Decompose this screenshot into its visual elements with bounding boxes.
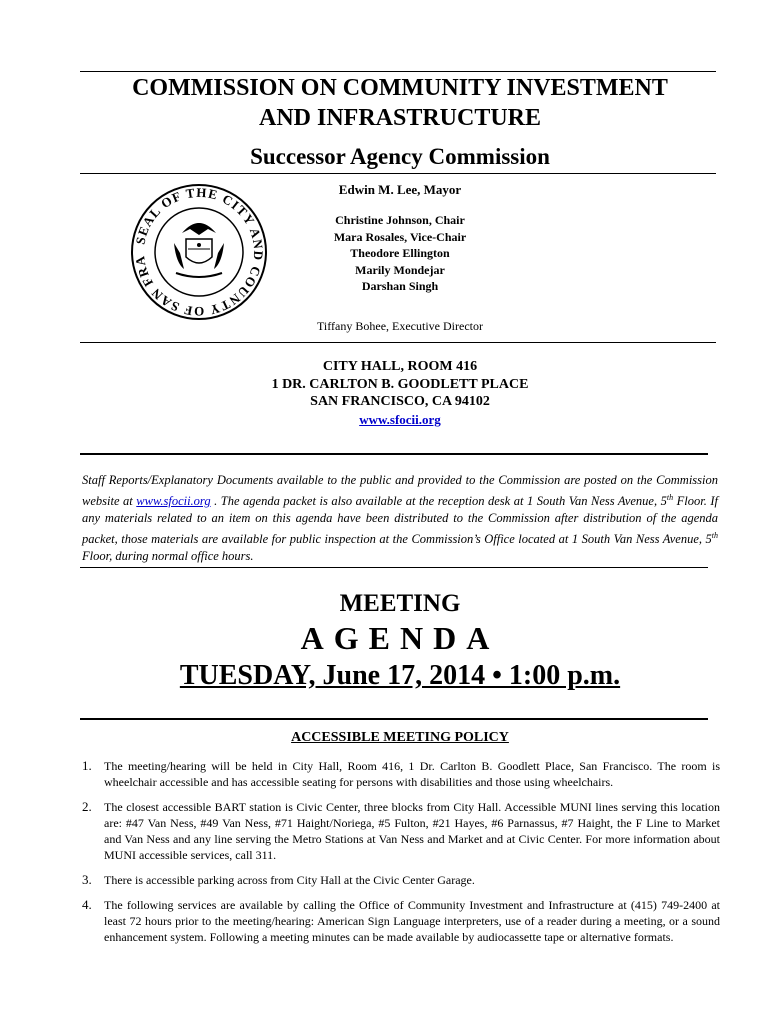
member: Theodore Ellington — [350, 246, 450, 260]
date-rule — [80, 718, 708, 720]
svg-text:SEAL OF THE CITY AND COUNTY OF: SEAL OF THE CITY AND COUNTY OF SAN FRA — [131, 184, 267, 320]
member: Darshan Singh — [361, 279, 439, 293]
item-text: The closest accessible BART station is Civic Center, three blocks from City Hall. Accessible MUNI lines serving this location are: #47 Van Ness, #49 Van Ness, #71 Haight/Noriega, #5 Fulton, #21 Hayes, #6 Parnassus, #7 Haight, the F Line to Market and Van Ness and any line serving the Metro Stations at Van Ness and Market and at Civic Center. For more information about MUNI accessible services, call 311. — [104, 800, 720, 862]
list-item — [82, 758, 720, 790]
agenda-heading: AGENDA — [300, 620, 500, 656]
commission-members — [230, 212, 570, 295]
notice-rule — [80, 567, 708, 568]
member-chair: Christine Johnson, Chair — [335, 213, 465, 227]
director-rule — [80, 342, 716, 343]
notice-website-link[interactable]: www.sfocii.org — [136, 494, 211, 509]
mayor-name: Edwin M. Lee, Mayor — [338, 182, 462, 197]
item-number: 3. — [82, 872, 92, 887]
list-item — [82, 897, 720, 945]
item-number: 4. — [82, 897, 92, 912]
subtitle-rule — [80, 173, 716, 174]
top-rule — [80, 71, 716, 72]
location-line-1: CITY HALL, ROOM 416 — [322, 359, 478, 374]
meeting-date: TUESDAY, June 17, 2014 • 1:00 p.m. — [179, 660, 621, 691]
list-item — [82, 799, 720, 863]
title-line-2: AND INFRASTRUCTURE — [258, 105, 542, 131]
title-line-1: COMMISSION ON COMMUNITY INVESTMENT — [132, 75, 668, 101]
meeting-heading: MEETING — [339, 590, 461, 617]
item-number: 1. — [82, 758, 92, 773]
location-rule — [80, 453, 708, 455]
location-line-2: 1 DR. CARLTON B. GOODLETT PLACE — [271, 376, 529, 392]
commission-subtitle: Successor Agency Commission — [250, 144, 550, 169]
notice-text: . The agenda packet is also available at the reception desk at 1 South Van Ness Avenue, 5 — [210, 494, 667, 509]
item-number: 2. — [82, 799, 92, 814]
meeting-location — [200, 358, 600, 429]
policy-heading: ACCESSIBLE MEETING POLICY — [291, 730, 509, 745]
superscript: th — [666, 493, 674, 502]
member-vice-chair: Mara Rosales, Vice-Chair — [333, 229, 467, 244]
list-item — [82, 872, 720, 888]
notice-text: Floor. If any materials related to an item on this agenda have been distributed to the Commission after distribution of the agenda packet, those materials are available for public inspection at the Commission’s Office located at 1 South Van Ness Avenue, 5 — [82, 494, 719, 547]
documents-notice — [82, 472, 718, 565]
item-text: The following services are available by calling the Office of Community Investment and Infrastructure at (415) 749-2400 at least 72 hours prior to the meeting/hearing: American Sign Language interpreters, use of a reader during a meeting, or a sound enhancement system. Following a meeting minutes can be made available by audiocassette tape or alternative formats. — [104, 898, 720, 944]
executive-director: Tiffany Bohee, Executive Director — [317, 319, 483, 333]
member: Marily Mondejar — [355, 262, 445, 277]
website-link[interactable]: www.sfocii.org — [359, 411, 441, 427]
notice-text: Floor, during normal office hours. — [82, 549, 254, 564]
item-text: The meeting/hearing will be held in City Hall, Room 416, 1 Dr. Carlton B. Goodlett Place, San Francisco. The room is wheelchair accessible and has accessible seating for persons with disabilities and those using wheelchairs. — [104, 759, 720, 789]
commission-title — [80, 73, 720, 133]
item-text: There is accessible parking across from City Hall at the Civic Center Garage. — [104, 873, 475, 887]
policy-list — [82, 758, 720, 954]
superscript: th — [711, 531, 718, 541]
notice-text: Staff Reports/Explanatory Documents available to the public and provided to the Commission are posted on the Commission website at — [82, 473, 718, 509]
location-line-3: SAN FRANCISCO, CA 94102 — [310, 394, 490, 409]
